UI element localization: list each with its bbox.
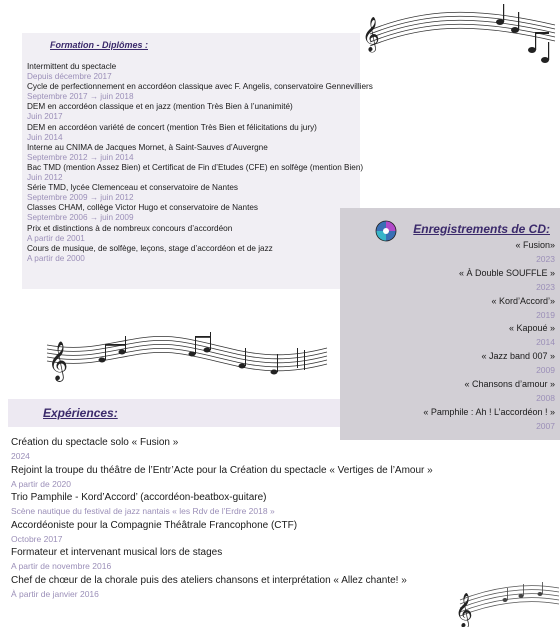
svg-text:𝄞: 𝄞 bbox=[362, 17, 380, 52]
formation-item: Série TMD, lycée Clemenceau et conservatoire de Nantes Septembre 2009 → juin 2012 bbox=[27, 183, 239, 203]
experience-item: Accordéoniste pour la Compagnie Théâtrale Francophone (CTF) Octobre 2017 bbox=[11, 519, 298, 544]
experience-item: Rejoint la troupe du théâtre de l’Entr’Acte pour la Création du spectacle « Vertiges de l’Amour » A partir de 2020 bbox=[11, 464, 433, 489]
experience-item: Trio Pamphile - Kord’Accord’ (accordéon-beatbox-guitare) Scène nautique du festival de jazz nantais « les Rdv de l’Erdre 2018 » bbox=[11, 492, 275, 517]
formation-item: Intermittent du spectacle Depuis décembre 2017 bbox=[27, 62, 117, 82]
formation-item: DEM en accordéon variété de concert (mention Très Bien et félicitations du jury) Juin 2014 bbox=[27, 122, 317, 142]
experience-item: Formateur et intervenant musical lors de stages A partir de novembre 2016 bbox=[11, 547, 223, 572]
cd-item: « Chansons d’amour » 2008 bbox=[464, 379, 555, 403]
formation-item: Classes CHAM, collège Victor Hugo et conservatoire de Nantes Septembre 2006 → juin 2009 bbox=[27, 203, 259, 223]
formation-item: Cycle de perfectionnement en accordéon classique avec F. Angelis, conservatoire Gennevilliers Septembre 2017 → juin 2018 bbox=[27, 82, 373, 102]
cd-item: « Fusion» 2023 bbox=[515, 240, 555, 264]
svg-text:𝄞: 𝄞 bbox=[48, 341, 69, 381]
formation-title: Formation - Diplômes : bbox=[50, 40, 149, 50]
cd-title: Enregistrements de CD: bbox=[413, 222, 550, 236]
svg-text:𝄞: 𝄞 bbox=[455, 593, 473, 627]
music-staff-middle-decoration bbox=[42, 320, 332, 390]
experience-item: Chef de chœur de la chorale puis des ateliers chansons et interprétation « Allez chante! » À partir de janvier 2016 bbox=[11, 574, 407, 599]
cd-item: « Jazz band 007 » 2009 bbox=[481, 351, 555, 376]
cd-list bbox=[345, 239, 555, 434]
cd-item: « À Double SOUFFLE » 2023 bbox=[458, 267, 555, 292]
cd-item: « Kord’Accord’» 2019 bbox=[491, 295, 555, 320]
cd-item: « Pamphile : Ah ! L’accordéon ! » 2007 bbox=[423, 406, 555, 431]
experiences-title: Expériences: bbox=[43, 406, 118, 420]
formation-item: DEM en accordéon classique et en jazz (mention Très Bien à l’unanimité) Juin 2017 bbox=[27, 102, 293, 122]
formation-item: Cours de musique, de solfège, leçons, stage d’accordéon et de jazz A partir de 2000 bbox=[27, 243, 273, 263]
cd-item: « Kapoué » 2014 bbox=[508, 323, 555, 348]
formation-item: Bac TMD (mention Assez Bien) et Certificat de Fin d’Etudes (CFE) en solfège (mention Bien) Juin 2012 bbox=[27, 162, 364, 183]
formation-item: Interne au CNIMA de Jacques Mornet, à Saint-Sauves d’Auvergne Septembre 2012 → juin 2014 bbox=[27, 142, 268, 162]
formation-item: Prix et distinctions à de nombreux concours d’accordéon A partir de 2001 bbox=[27, 223, 233, 243]
music-staff-bottom-decoration bbox=[455, 570, 560, 627]
experiences-list bbox=[11, 436, 511, 602]
experience-item: Création du spectacle solo « Fusion » 2024 bbox=[11, 437, 179, 461]
